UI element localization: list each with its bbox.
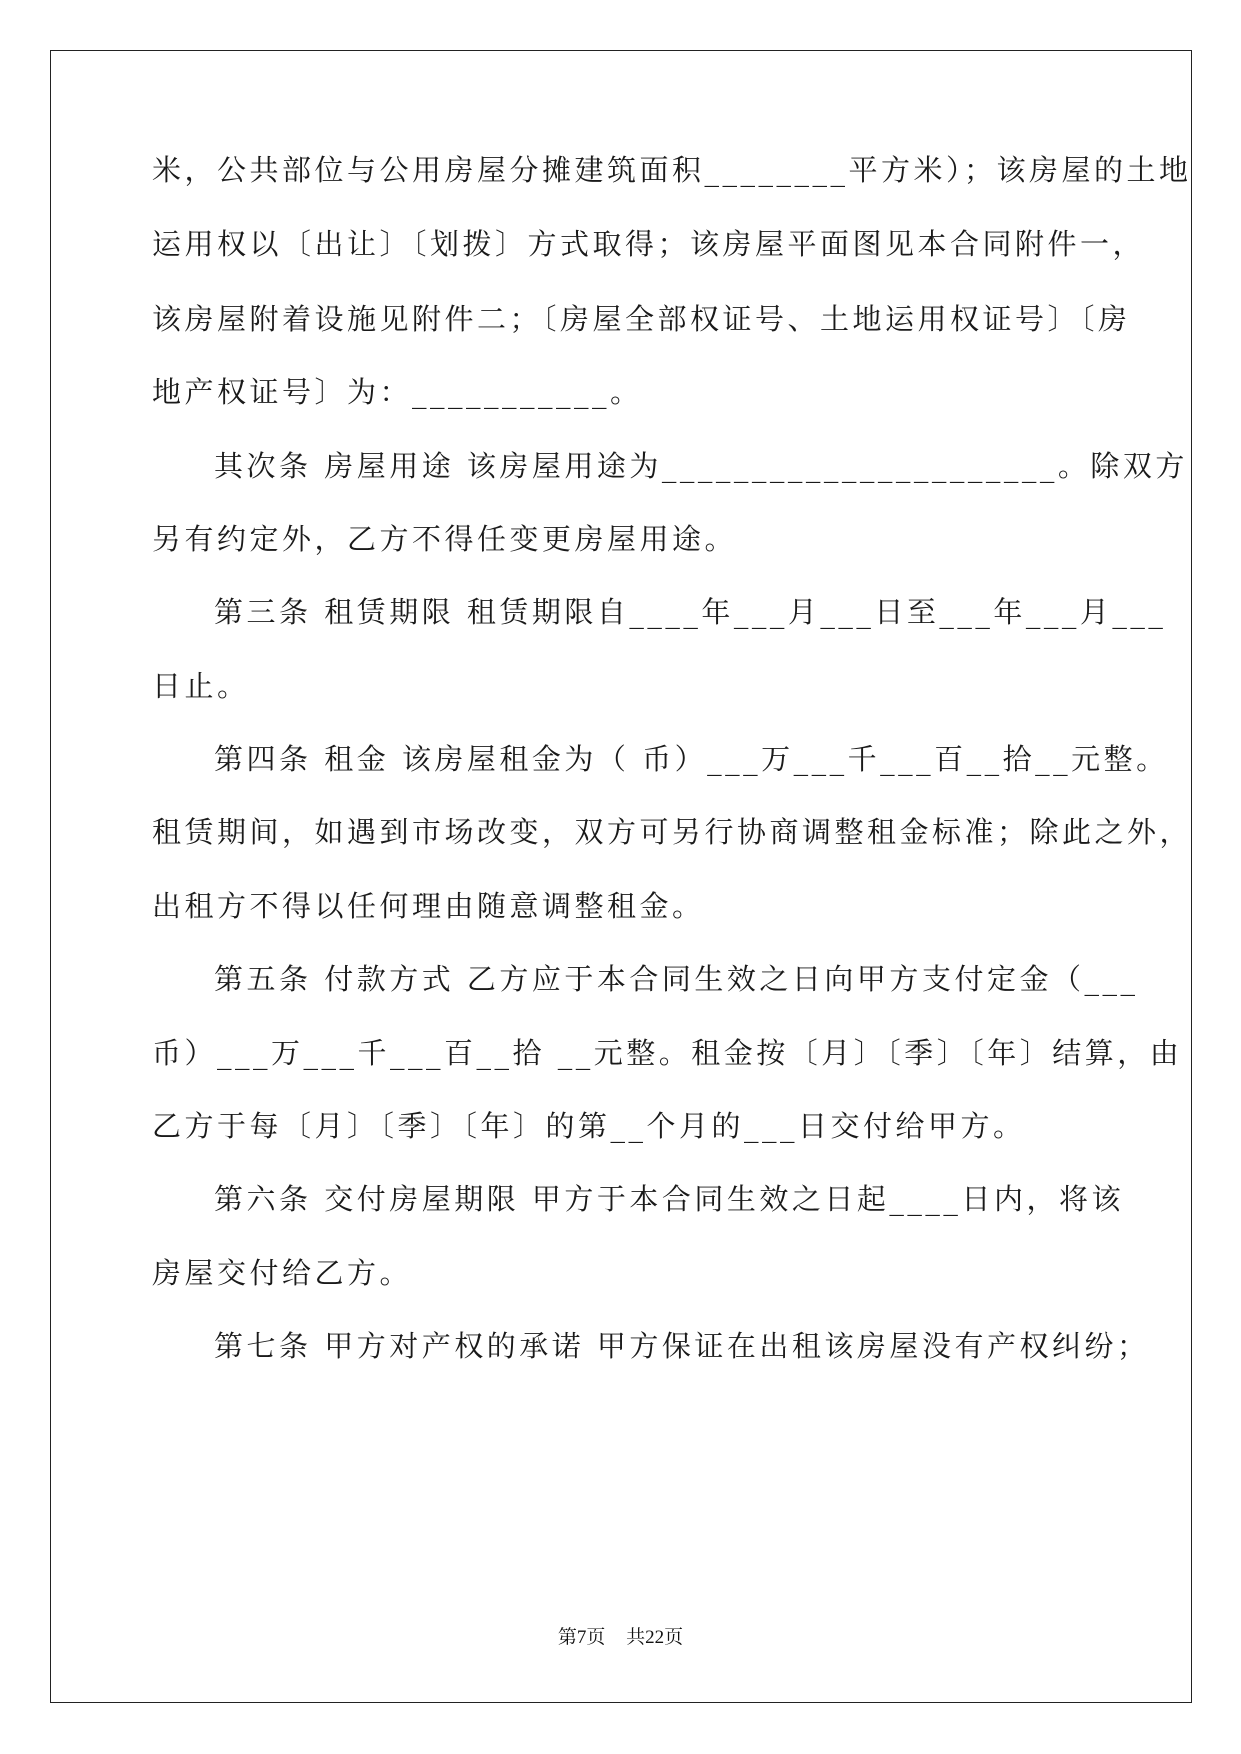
paragraph-start: 第四条 租金 该房屋租金为（ 币）___万___千___百__拾__元整。 [214,742,1169,776]
paragraph-start: 第三条 租赁期限 租赁期限自____年___月___日至___年___月___ [214,595,1167,629]
text-line: 币）___万___千___百__拾 __元整。租金按〔月〕〔季〕〔年〕结算，由 [152,1036,1183,1070]
page-total: 共22页 [626,1627,684,1648]
paragraph-start: 第六条 交付房屋期限 甲方于本合同生效之日起____日内，将该 [214,1182,1124,1216]
paragraph-start: 其次条 房屋用途 该房屋用途为______________________。除双方 [214,449,1188,483]
text-line: 地产权证号〕为：___________。 [152,375,643,409]
paragraph-start: 第五条 付款方式 乙方应于本合同生效之日向甲方支付定金（___ [214,962,1139,996]
text-line: 另有约定外，乙方不得任变更房屋用途。 [152,522,738,556]
text-line: 运用权以〔出让〕〔划拨〕方式取得；该房屋平面图见本合同附件一， [152,227,1146,261]
page-number: 第7页 [557,1627,606,1648]
text-line: 出租方不得以任何理由随意调整租金。 [152,889,705,923]
text-line: 该房屋附着设施见附件二；〔房屋全部权证号、土地运用权证号〕〔房 [152,302,1131,336]
paragraph-start: 第七条 甲方对产权的承诺 甲方保证在出租该房屋没有产权纠纷； [214,1329,1150,1363]
text-line: 米，公共部位与公用房屋分摊建筑面积________平方米）；该房屋的土地 [152,153,1192,187]
text-line: 租赁期间，如遇到市场改变，双方可另行协商调整租金标准；除此之外， [152,815,1193,849]
page-footer [0,1622,1241,1649]
page-border [50,50,1192,1703]
text-line: 日止。 [152,669,250,703]
text-line: 房屋交付给乙方。 [152,1256,413,1290]
text-line: 乙方于每〔月〕〔季〕〔年〕的第__个月的___日交付给甲方。 [152,1109,1026,1143]
